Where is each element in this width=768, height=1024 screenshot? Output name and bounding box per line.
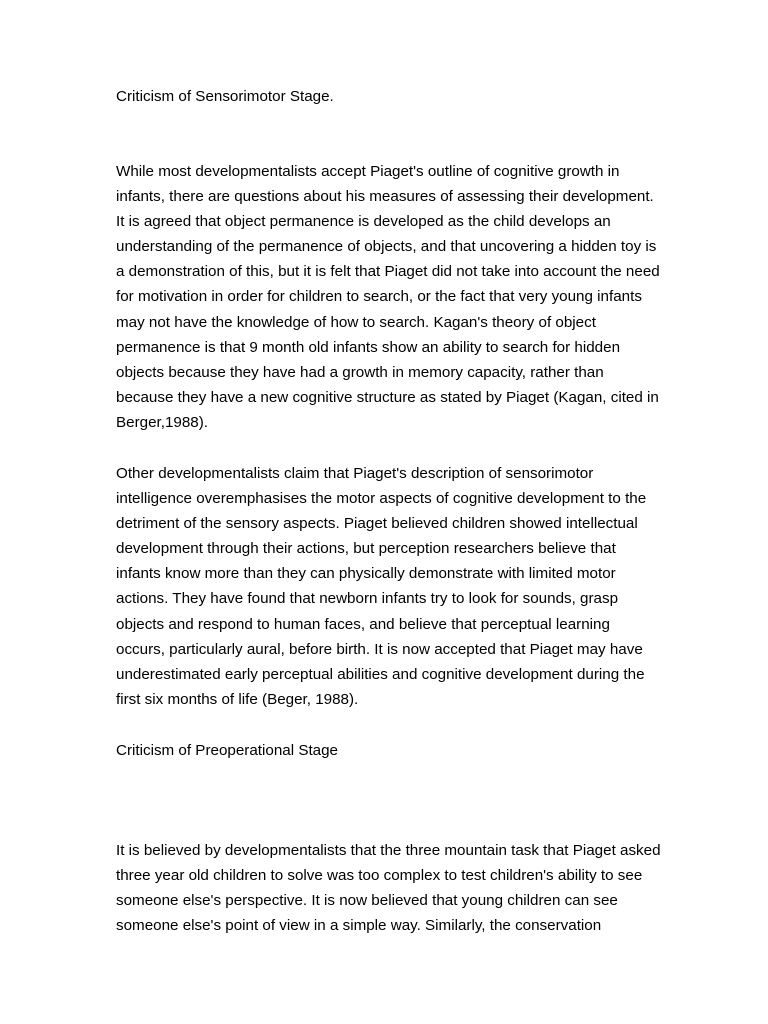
heading-preoperational-criticism: Criticism of Preoperational Stage xyxy=(116,742,339,759)
paragraph-object-permanence: While most developmentalists accept Piaget's outline of cognitive growth in infants, there are questions about his measures of assessing their development. It is agreed that object permanence is developed as the child develops an understanding of the permanence of objects, and that uncovering a hidden toy is a demonstration of this, but it is felt that Piaget did not take into account the need for motivation in order for children to search, or the fact that very young infants may not have the knowledge of how to search. Kagan's theory of object permanence is that 9 month old infants show an ability to search for hidden objects because they have had a growth in memory capacity, rather than because they have a new cognitive structure as stated by Piaget (Kagan, cited in Berger,1988). xyxy=(116,163,660,431)
paragraph-three-mountain-task: It is believed by developmentalists that the three mountain task that Piaget asked three year old children to solve was too complex to test children's ability to see someone else's perspective. It is now believed that young children can see someone else's point of view in a simple way. Similarly, the conservation xyxy=(116,842,661,935)
heading-sensorimotor-criticism: Criticism of Sensorimotor Stage. xyxy=(116,88,334,105)
paragraph-sensorimotor-intelligence: Other developmentalists claim that Piaget's description of sensorimotor intelligence overemphasises the motor aspects of cognitive development to the detriment of the sensory aspects. Piaget believed children showed intellectual development through their actions, but perception researchers believe that infants know more than they can physically demonstrate with limited motor actions. They have found that newborn infants try to look for sounds, grasp objects and respond to human faces, and believe that perceptual learning occurs, particularly aural, before birth. It is now accepted that Piaget may have underestimated early perceptual abilities and cognitive development during the first six months of life (Beger, 1988). xyxy=(116,465,647,708)
